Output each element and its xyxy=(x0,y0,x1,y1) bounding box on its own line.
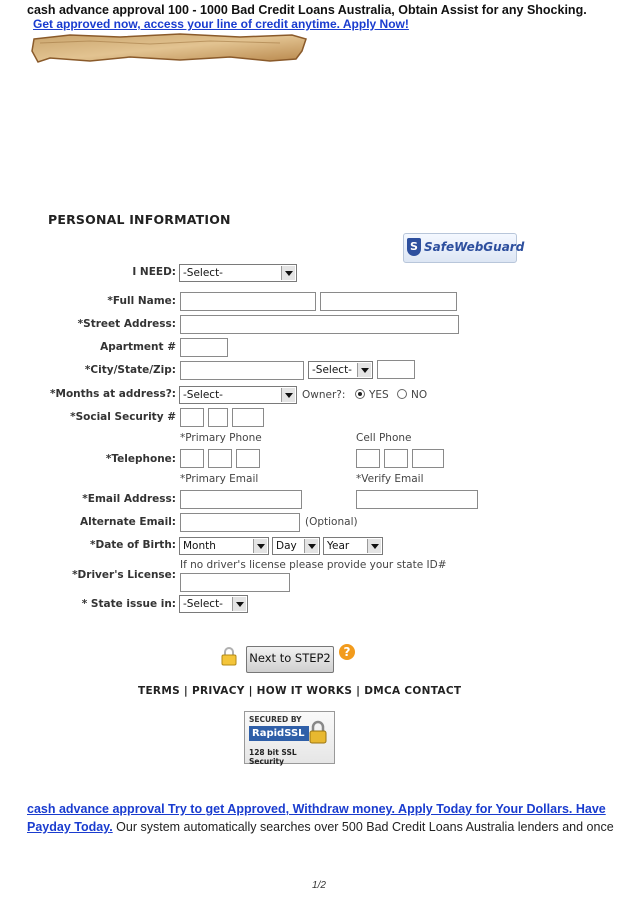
label-license: *Driver's License: xyxy=(72,569,176,581)
months-select[interactable] xyxy=(179,386,297,404)
chevron-down-icon xyxy=(232,597,246,611)
label-need: I NEED: xyxy=(132,266,176,278)
dob-day-value: Day xyxy=(276,540,297,552)
dob-month-value: Month xyxy=(183,540,216,552)
ssl-secured-by: SECURED BY xyxy=(249,715,302,724)
optional-note: (Optional) xyxy=(305,516,358,528)
apply-now-link[interactable]: Get approved now, access your line of credit anytime. Apply Now! xyxy=(33,17,409,31)
chevron-down-icon xyxy=(253,539,267,553)
ssl-brand: RapidSSL xyxy=(249,726,309,741)
label-city: *City/State/Zip: xyxy=(84,364,176,376)
dob-year-value: Year xyxy=(327,540,350,552)
label-email: *Email Address: xyxy=(82,493,176,505)
label-full-name: *Full Name: xyxy=(107,295,176,307)
state-select-value: -Select- xyxy=(312,364,352,376)
label-street: *Street Address: xyxy=(77,318,176,330)
phone-area-field[interactable] xyxy=(180,449,204,468)
owner-no-radio[interactable] xyxy=(397,389,407,399)
label-months: *Months at address?: xyxy=(50,388,176,400)
ssn-part1-field[interactable] xyxy=(180,408,204,427)
state-issue-select[interactable] xyxy=(179,595,248,613)
safewebguard-badge xyxy=(403,233,525,263)
label-ssn: *Social Security # xyxy=(70,411,176,423)
license-field[interactable] xyxy=(180,573,290,592)
state-issue-value: -Select- xyxy=(183,598,223,610)
chevron-down-icon xyxy=(281,266,295,280)
page-number: 1/2 xyxy=(312,880,326,891)
label-dob: *Date of Birth: xyxy=(90,539,176,551)
dob-year-select[interactable] xyxy=(323,537,383,555)
label-telephone: *Telephone: xyxy=(105,453,176,465)
shield-icon: S xyxy=(407,238,421,256)
dob-month-select[interactable] xyxy=(179,537,269,555)
ssn-part2-field[interactable] xyxy=(208,408,228,427)
primary-email-field[interactable] xyxy=(180,490,302,509)
phone-line-field[interactable] xyxy=(236,449,260,468)
footer-links[interactable]: TERMS | PRIVACY | HOW IT WORKS | DMCA CONTACT xyxy=(138,685,462,697)
padlock-icon xyxy=(308,720,328,744)
chevron-down-icon xyxy=(357,363,371,377)
verify-email-label: *Verify Email xyxy=(356,473,424,485)
verify-email-field[interactable] xyxy=(356,490,478,509)
cell-prefix-field[interactable] xyxy=(384,449,408,468)
owner-no-label: NO xyxy=(411,389,428,401)
body-paragraph xyxy=(27,800,617,836)
next-step-button[interactable]: Next to STEP2 xyxy=(246,646,334,673)
chevron-down-icon xyxy=(367,539,381,553)
phone-prefix-field[interactable] xyxy=(208,449,232,468)
apartment-field[interactable] xyxy=(180,338,228,357)
dob-day-select[interactable] xyxy=(272,537,320,555)
lock-icon xyxy=(220,646,238,666)
owner-yes-label: YES xyxy=(369,389,389,401)
owner-yes-radio[interactable] xyxy=(355,389,365,399)
primary-phone-label: *Primary Phone xyxy=(180,432,262,444)
cell-line-field[interactable] xyxy=(412,449,444,468)
label-alt-email: Alternate Email: xyxy=(80,516,176,528)
primary-email-label: *Primary Email xyxy=(180,473,259,485)
ssn-part3-field[interactable] xyxy=(232,408,264,427)
first-name-field[interactable] xyxy=(180,292,316,311)
parchment-banner-image xyxy=(30,33,310,65)
zip-field[interactable] xyxy=(377,360,415,379)
last-name-field[interactable] xyxy=(320,292,457,311)
chevron-down-icon xyxy=(304,539,318,553)
page-heading: cash advance approval 100 - 1000 Bad Credit Loans Australia, Obtain Assist for any Shocking. xyxy=(27,3,587,17)
cell-area-field[interactable] xyxy=(356,449,380,468)
alt-email-field[interactable] xyxy=(180,513,300,532)
badge-label: SafeWebGuard xyxy=(424,240,525,254)
rapidssl-badge xyxy=(244,711,335,764)
body-text: Our system automatically searches over 500 Bad Credit Loans Australia lenders and once xyxy=(112,820,614,834)
label-state-issue: * State issue in: xyxy=(81,598,176,610)
city-field[interactable] xyxy=(180,361,304,380)
label-apartment: Apartment # xyxy=(100,341,176,353)
owner-label: Owner?: xyxy=(302,389,346,401)
months-select-value: -Select- xyxy=(183,389,223,401)
chevron-down-icon xyxy=(281,388,295,402)
body-link[interactable]: cash advance approval Try to get Approved, Withdraw money. Apply Today for Your Dollars. Have Payday Today. xyxy=(27,802,606,834)
ssl-strength: 128 bit SSL Security xyxy=(249,748,297,766)
help-icon[interactable]: ? xyxy=(339,644,355,660)
license-note: If no driver's license please provide your state ID# xyxy=(180,559,447,571)
need-select[interactable] xyxy=(179,264,297,282)
street-address-field[interactable] xyxy=(180,315,459,334)
section-title: PERSONAL INFORMATION xyxy=(48,212,231,227)
cell-phone-label: Cell Phone xyxy=(356,432,412,444)
need-select-value: -Select- xyxy=(183,267,223,279)
state-select[interactable] xyxy=(308,361,373,379)
